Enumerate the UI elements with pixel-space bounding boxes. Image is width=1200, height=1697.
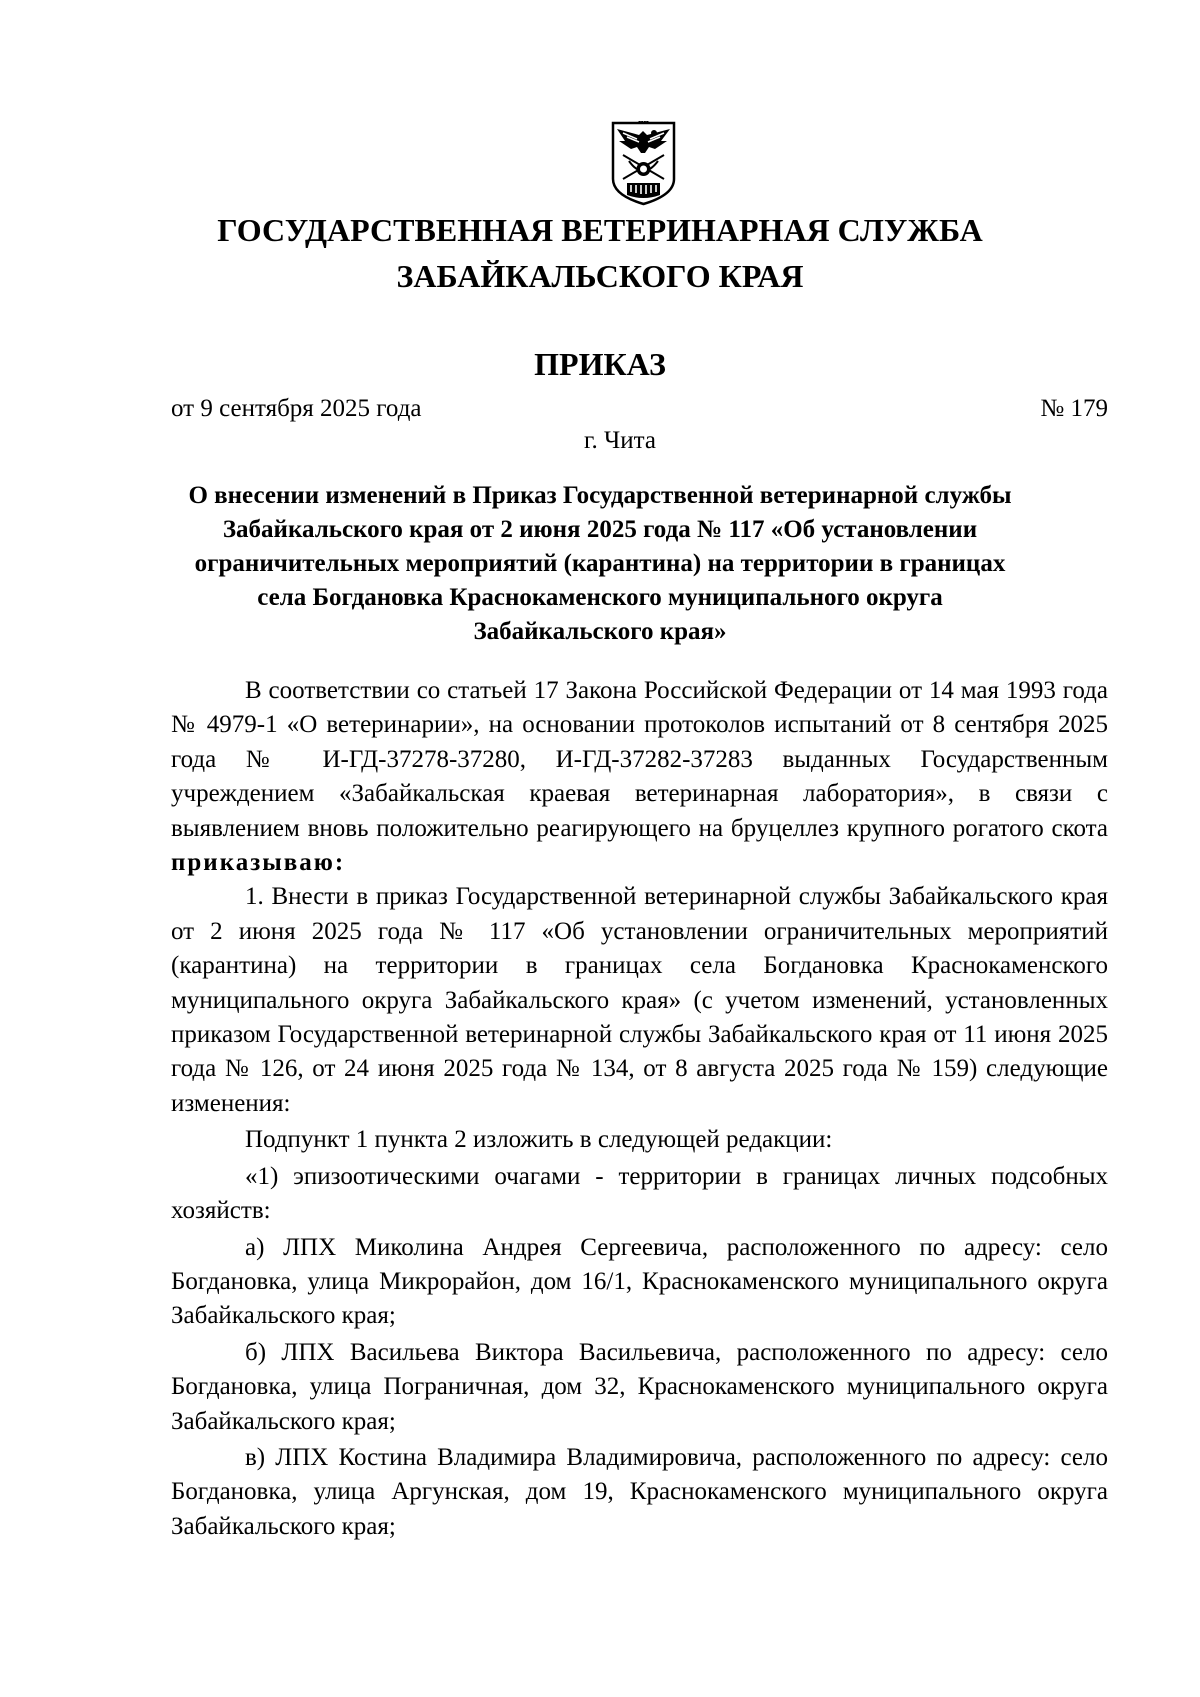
- coat-of-arms-icon: [609, 121, 678, 206]
- item-b-paragraph: б) ЛПХ Васильева Виктора Васильевича, расположенного по адресу: село Богдановка, улица Пограничная, дом 32, Краснокаменского муниципального округа Забайкальского края;: [171, 1338, 1108, 1435]
- title-line-4: села Богдановка Краснокаменского муниципального округа: [257, 584, 943, 611]
- preamble-emphasis: приказываю:: [171, 849, 346, 877]
- preamble-paragraph: [171, 674, 1108, 880]
- document-body: [171, 674, 1108, 1544]
- document-city: г. Чита: [584, 427, 656, 454]
- organization-name: [150, 207, 1050, 299]
- item-1-paragraph: 1. Внести в приказ Государственной ветеринарной службы Забайкальского края от 2 июня 2025 года № 117 «Об установлении ограничительных мероприятий (карантина) на территории в границах села Богдановка Краснокаменского муниципального округа Забайкальского края» (с учетом изменений, установленных приказом Государственной ветеринарной службы Забайкальского края от 11 июня 2025 года № 126, от 24 июня 2025 года № 134, от 8 августа 2025 года № 159) следующие изменения:: [171, 883, 1108, 1117]
- quote-intro-paragraph: «1) эпизоотическими очагами - территории в границах личных подсобных хозяйств:: [171, 1162, 1108, 1225]
- title-line-1: О внесении изменений в Приказ Государственной ветеринарной службы: [188, 482, 1012, 509]
- title-line-2: Забайкальского края от 2 июня 2025 года № 117 «Об установлении: [222, 516, 978, 543]
- title-line-5: Забайкальского края»: [473, 618, 727, 645]
- title-line-3: ограничительных мероприятий (карантина) на территории в границах: [194, 550, 1006, 577]
- organization-name-line-2: ЗАБАЙКАЛЬСКОГО КРАЯ: [396, 258, 804, 294]
- document-type: ПРИКАЗ: [534, 346, 666, 382]
- organization-name-line-1: ГОСУДАРСТВЕННАЯ ВЕТЕРИНАРНАЯ СЛУЖБА: [217, 212, 983, 248]
- preamble-text: В соответствии со статьей 17 Закона Российской Федерации от 14 мая 1993 года № 4979-1 «О ветеринарии», на основании протоколов испытаний от 8 сентября 2025 года № И-ГД-37278-37280, И-ГД-37282-37283 выданных Государственным учреждением «Забайкальская краевая ветеринарная лаборатория», в связи с выявлением вновь положительно реагирующего на бруцеллез крупного рогатого скота: [171, 677, 1108, 842]
- item-c-paragraph: в) ЛПХ Костина Владимира Владимировича, расположенного по адресу: село Богдановка, улица Аргунская, дом 19, Краснокаменского муниципального округа Забайкальского края;: [171, 1443, 1108, 1540]
- document-date: от 9 сентября 2025 года: [171, 395, 422, 422]
- item-a-paragraph: а) ЛПХ Миколина Андрея Сергеевича, расположенного по адресу: село Богдановка, улица Микрорайон, дом 16/1, Краснокаменского муниципального округа Забайкальского края;: [171, 1233, 1108, 1330]
- document-title: [150, 479, 1050, 649]
- subpoint-intro-paragraph: Подпункт 1 пункта 2 изложить в следующей редакции:: [245, 1126, 833, 1154]
- document-number: № 179: [1040, 395, 1108, 422]
